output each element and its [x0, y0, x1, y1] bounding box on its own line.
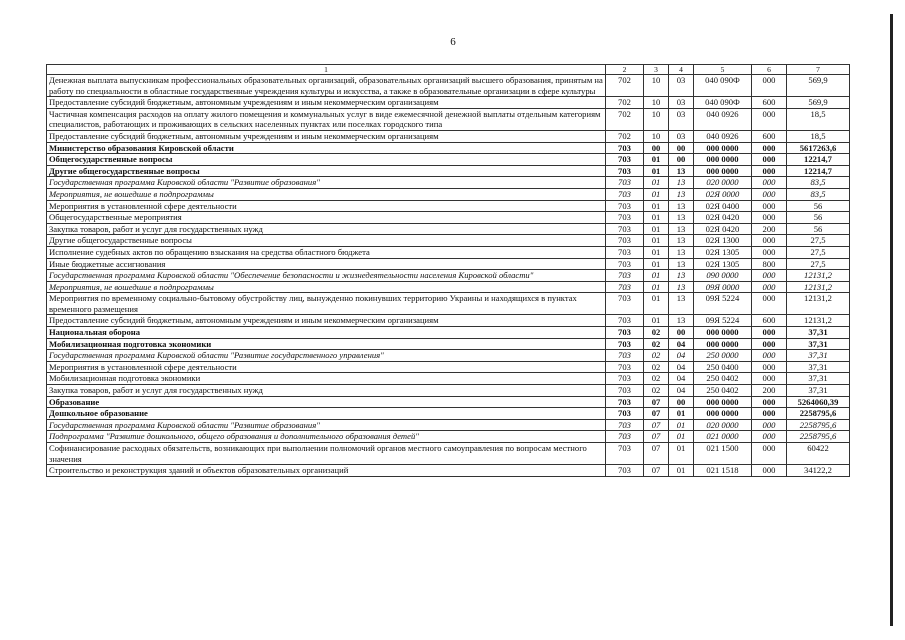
table-row: [47, 338, 850, 350]
expense-type-cell: 000: [752, 431, 787, 443]
row-name-cell: Министерство образования Кировской области: [47, 142, 606, 154]
table-row: [47, 223, 850, 235]
amount-cell: 12131,2: [787, 281, 850, 293]
subsection-cell: 03: [669, 97, 694, 109]
subsection-cell: 04: [669, 338, 694, 350]
row-name-cell: Мероприятия в установленной сфере деятельности: [47, 361, 606, 373]
table-row: [47, 200, 850, 212]
subsection-cell: 13: [669, 270, 694, 282]
row-name-cell: Предоставление субсидий бюджетным, автономным учреждениям и иным некоммерческим организациям: [47, 97, 606, 109]
expense-type-cell: 200: [752, 223, 787, 235]
row-name-cell: Общегосударственные мероприятия: [47, 212, 606, 224]
amount-cell: 37,31: [787, 385, 850, 397]
admin-code-cell: 703: [606, 258, 644, 270]
subsection-cell: 01: [669, 408, 694, 420]
amount-cell: 34122,2: [787, 465, 850, 477]
expense-type-cell: 000: [752, 465, 787, 477]
target-article-cell: 02Я 0420: [694, 223, 752, 235]
amount-cell: 56: [787, 212, 850, 224]
section-cell: 10: [644, 75, 669, 97]
expense-type-cell: 000: [752, 396, 787, 408]
section-cell: 01: [644, 212, 669, 224]
amount-cell: 12214,7: [787, 154, 850, 166]
section-cell: 01: [644, 177, 669, 189]
amount-cell: 18,5: [787, 130, 850, 142]
target-article-cell: 02Я 0000: [694, 188, 752, 200]
table-row: [47, 431, 850, 443]
section-cell: 07: [644, 443, 669, 465]
table-row: [47, 293, 850, 315]
admin-code-cell: 703: [606, 373, 644, 385]
table-row: [47, 75, 850, 97]
section-cell: 01: [644, 246, 669, 258]
table-row: [47, 361, 850, 373]
subsection-cell: 13: [669, 188, 694, 200]
admin-code-cell: 703: [606, 188, 644, 200]
section-cell: 02: [644, 350, 669, 362]
subsection-cell: 01: [669, 431, 694, 443]
expense-type-cell: 000: [752, 200, 787, 212]
subsection-cell: 04: [669, 373, 694, 385]
row-name-cell: Мероприятия, не вошедшие в подпрограммы: [47, 188, 606, 200]
target-article-cell: 02Я 1305: [694, 258, 752, 270]
expense-type-cell: 600: [752, 130, 787, 142]
amount-cell: 27,5: [787, 258, 850, 270]
admin-code-cell: 702: [606, 75, 644, 97]
target-article-cell: 250 0400: [694, 361, 752, 373]
amount-cell: 37,31: [787, 350, 850, 362]
subsection-cell: 13: [669, 223, 694, 235]
target-article-cell: 250 0402: [694, 385, 752, 397]
section-cell: 07: [644, 465, 669, 477]
expense-type-cell: 800: [752, 258, 787, 270]
row-name-cell: Образование: [47, 396, 606, 408]
admin-code-cell: 703: [606, 165, 644, 177]
table-row: [47, 212, 850, 224]
admin-code-cell: 702: [606, 130, 644, 142]
amount-cell: 12131,2: [787, 293, 850, 315]
row-name-cell: Государственная программа Кировской области "Развитие образования": [47, 177, 606, 189]
target-article-cell: 090 0000: [694, 270, 752, 282]
amount-cell: 2258795,6: [787, 408, 850, 420]
expense-type-cell: 000: [752, 154, 787, 166]
table-row: [47, 177, 850, 189]
table-row: [47, 165, 850, 177]
section-cell: 01: [644, 200, 669, 212]
table-row: [47, 315, 850, 327]
expense-type-cell: 000: [752, 165, 787, 177]
section-cell: 01: [644, 223, 669, 235]
admin-code-cell: 703: [606, 177, 644, 189]
subsection-cell: 03: [669, 108, 694, 130]
amount-cell: 18,5: [787, 108, 850, 130]
admin-code-cell: 702: [606, 108, 644, 130]
admin-code-cell: 703: [606, 443, 644, 465]
subsection-cell: 01: [669, 465, 694, 477]
expense-type-cell: 000: [752, 281, 787, 293]
target-article-cell: 02Я 1305: [694, 246, 752, 258]
table-row: [47, 443, 850, 465]
section-cell: 01: [644, 293, 669, 315]
expense-type-cell: 000: [752, 270, 787, 282]
table-row: [47, 188, 850, 200]
target-article-cell: 02Я 0420: [694, 212, 752, 224]
expense-type-cell: 000: [752, 408, 787, 420]
amount-cell: 56: [787, 223, 850, 235]
subsection-cell: 00: [669, 142, 694, 154]
admin-code-cell: 703: [606, 419, 644, 431]
table-header-row: [47, 65, 850, 75]
amount-cell: 5264060,39: [787, 396, 850, 408]
section-cell: 10: [644, 108, 669, 130]
subsection-cell: 04: [669, 350, 694, 362]
admin-code-cell: 703: [606, 431, 644, 443]
section-cell: 01: [644, 188, 669, 200]
header-cell: 7: [787, 65, 850, 75]
section-cell: 10: [644, 130, 669, 142]
expense-type-cell: 000: [752, 419, 787, 431]
expense-type-cell: 000: [752, 293, 787, 315]
row-name-cell: Предоставление субсидий бюджетным, автономным учреждениям и иным некоммерческим организациям: [47, 315, 606, 327]
header-cell: 1: [47, 65, 606, 75]
header-cell: 4: [669, 65, 694, 75]
section-cell: 02: [644, 327, 669, 339]
subsection-cell: 13: [669, 165, 694, 177]
amount-cell: 37,31: [787, 373, 850, 385]
amount-cell: 569,9: [787, 75, 850, 97]
table-row: [47, 419, 850, 431]
subsection-cell: 13: [669, 200, 694, 212]
page-number: 6: [450, 36, 456, 48]
section-cell: 01: [644, 258, 669, 270]
table-row: [47, 373, 850, 385]
table-row: [47, 108, 850, 130]
target-article-cell: 021 0000: [694, 431, 752, 443]
subsection-cell: 03: [669, 75, 694, 97]
section-cell: 02: [644, 338, 669, 350]
row-name-cell: Государственная программа Кировской области "Обеспечение безопасности и жизнедеятельности населения Кировской области": [47, 270, 606, 282]
admin-code-cell: 703: [606, 281, 644, 293]
amount-cell: 37,31: [787, 338, 850, 350]
section-cell: 07: [644, 419, 669, 431]
target-article-cell: 02Я 1300: [694, 235, 752, 247]
expense-type-cell: 000: [752, 373, 787, 385]
section-cell: 02: [644, 385, 669, 397]
subsection-cell: 01: [669, 419, 694, 431]
expense-type-cell: 000: [752, 108, 787, 130]
admin-code-cell: 703: [606, 327, 644, 339]
section-cell: 07: [644, 396, 669, 408]
expense-type-cell: 000: [752, 350, 787, 362]
section-cell: 07: [644, 408, 669, 420]
expense-type-cell: 000: [752, 235, 787, 247]
section-cell: 01: [644, 270, 669, 282]
subsection-cell: 00: [669, 327, 694, 339]
expense-type-cell: 000: [752, 246, 787, 258]
target-article-cell: 000 0000: [694, 165, 752, 177]
expense-type-cell: 600: [752, 97, 787, 109]
row-name-cell: Другие общегосударственные вопросы: [47, 235, 606, 247]
amount-cell: 37,31: [787, 361, 850, 373]
target-article-cell: 040 0926: [694, 108, 752, 130]
section-cell: 01: [644, 235, 669, 247]
table-row: [47, 97, 850, 109]
expense-type-cell: 200: [752, 385, 787, 397]
row-name-cell: Мероприятия, не вошедшие в подпрограммы: [47, 281, 606, 293]
table-row: [47, 327, 850, 339]
target-article-cell: 040 090Ф: [694, 75, 752, 97]
subsection-cell: 13: [669, 293, 694, 315]
table-row: [47, 258, 850, 270]
admin-code-cell: 703: [606, 223, 644, 235]
subsection-cell: 13: [669, 315, 694, 327]
amount-cell: 83,5: [787, 188, 850, 200]
table-row: [47, 154, 850, 166]
row-name-cell: Денежная выплата выпускникам профессиональных образовательных организаций, образовательных организаций высшего образования, принятым на работу по специальности в областные государственные учреждения культуры и искусства, а также в образовательные организации в сфере культуры: [47, 75, 606, 97]
expense-type-cell: 000: [752, 443, 787, 465]
row-name-cell: Частичная компенсация расходов на оплату жилого помещения и коммунальных услуг в виде ежемесячной денежной выплаты отдельным категориям специалистов, работающих и проживающих в сельских населенных пунктах или поселках городского типа: [47, 108, 606, 130]
section-cell: 02: [644, 361, 669, 373]
section-cell: 07: [644, 431, 669, 443]
table-row: [47, 350, 850, 362]
section-cell: 01: [644, 315, 669, 327]
header-cell: 3: [644, 65, 669, 75]
admin-code-cell: 703: [606, 350, 644, 362]
subsection-cell: 13: [669, 177, 694, 189]
table-row: [47, 385, 850, 397]
amount-cell: 5617263,6: [787, 142, 850, 154]
amount-cell: 12131,2: [787, 270, 850, 282]
section-cell: 00: [644, 142, 669, 154]
target-article-cell: 020 0000: [694, 177, 752, 189]
target-article-cell: 040 0926: [694, 130, 752, 142]
subsection-cell: 13: [669, 246, 694, 258]
expense-type-cell: 000: [752, 75, 787, 97]
subsection-cell: 13: [669, 258, 694, 270]
row-name-cell: Мероприятия по временному социально-бытовому обустройству лиц, вынужденно покинувших территорию Украины и находящихся в пунктах временного размещения: [47, 293, 606, 315]
target-article-cell: 09Я 0000: [694, 281, 752, 293]
section-cell: 01: [644, 165, 669, 177]
target-article-cell: 000 0000: [694, 327, 752, 339]
header-cell: 5: [694, 65, 752, 75]
amount-cell: 2258795,6: [787, 419, 850, 431]
admin-code-cell: 703: [606, 396, 644, 408]
target-article-cell: 000 0000: [694, 154, 752, 166]
row-name-cell: Дошкольное образование: [47, 408, 606, 420]
admin-code-cell: 703: [606, 246, 644, 258]
row-name-cell: Иные бюджетные ассигнования: [47, 258, 606, 270]
subsection-cell: 04: [669, 385, 694, 397]
section-cell: 01: [644, 281, 669, 293]
budget-table: [46, 64, 850, 477]
row-name-cell: Другие общегосударственные вопросы: [47, 165, 606, 177]
table-row: [47, 142, 850, 154]
amount-cell: 27,5: [787, 246, 850, 258]
row-name-cell: Исполнение судебных актов по обращению взыскания на средства областного бюджета: [47, 246, 606, 258]
admin-code-cell: 703: [606, 293, 644, 315]
table-row: [47, 465, 850, 477]
row-name-cell: Закупка товаров, работ и услуг для государственных нужд: [47, 223, 606, 235]
admin-code-cell: 703: [606, 212, 644, 224]
target-article-cell: 020 0000: [694, 419, 752, 431]
row-name-cell: Мероприятия в установленной сфере деятельности: [47, 200, 606, 212]
amount-cell: 2258795,6: [787, 431, 850, 443]
table-row: [47, 396, 850, 408]
expense-type-cell: 000: [752, 212, 787, 224]
subsection-cell: 13: [669, 235, 694, 247]
table-row: [47, 130, 850, 142]
expense-type-cell: 000: [752, 188, 787, 200]
table-row: [47, 246, 850, 258]
admin-code-cell: 703: [606, 338, 644, 350]
row-name-cell: Общегосударственные вопросы: [47, 154, 606, 166]
target-article-cell: 250 0000: [694, 350, 752, 362]
table-row: [47, 408, 850, 420]
row-name-cell: Подпрограмма "Развитие дошкольного, общего образования и дополнительного образования детей": [47, 431, 606, 443]
section-cell: 01: [644, 154, 669, 166]
target-article-cell: 021 1518: [694, 465, 752, 477]
expense-type-cell: 000: [752, 327, 787, 339]
subsection-cell: 13: [669, 212, 694, 224]
amount-cell: 83,5: [787, 177, 850, 189]
subsection-cell: 04: [669, 361, 694, 373]
table-row: [47, 281, 850, 293]
row-name-cell: Закупка товаров, работ и услуг для государственных нужд: [47, 385, 606, 397]
admin-code-cell: 703: [606, 142, 644, 154]
header-cell: 2: [606, 65, 644, 75]
admin-code-cell: 703: [606, 235, 644, 247]
amount-cell: 569,9: [787, 97, 850, 109]
admin-code-cell: 703: [606, 465, 644, 477]
target-article-cell: 021 1500: [694, 443, 752, 465]
row-name-cell: Строительство и реконструкция зданий и объектов образовательных организаций: [47, 465, 606, 477]
header-cell: 6: [752, 65, 787, 75]
target-article-cell: 000 0000: [694, 408, 752, 420]
admin-code-cell: 703: [606, 154, 644, 166]
row-name-cell: Государственная программа Кировской области "Развитие государственного управления": [47, 350, 606, 362]
admin-code-cell: 703: [606, 385, 644, 397]
expense-type-cell: 600: [752, 315, 787, 327]
target-article-cell: 000 0000: [694, 396, 752, 408]
subsection-cell: 01: [669, 443, 694, 465]
target-article-cell: 250 0402: [694, 373, 752, 385]
expense-type-cell: 000: [752, 177, 787, 189]
amount-cell: 37,31: [787, 327, 850, 339]
table-row: [47, 235, 850, 247]
amount-cell: 12131,2: [787, 315, 850, 327]
target-article-cell: 000 0000: [694, 338, 752, 350]
admin-code-cell: 703: [606, 361, 644, 373]
target-article-cell: 09Я 5224: [694, 293, 752, 315]
expense-type-cell: 000: [752, 338, 787, 350]
target-article-cell: 040 090Ф: [694, 97, 752, 109]
amount-cell: 27,5: [787, 235, 850, 247]
admin-code-cell: 703: [606, 315, 644, 327]
section-cell: 02: [644, 373, 669, 385]
expense-type-cell: 000: [752, 361, 787, 373]
row-name-cell: Софинансирование расходных обязательств, возникающих при выполнении полномочий органов местного самоуправления по вопросам местного значения: [47, 443, 606, 465]
row-name-cell: Мобилизационная подготовка экономики: [47, 338, 606, 350]
admin-code-cell: 703: [606, 270, 644, 282]
admin-code-cell: 702: [606, 97, 644, 109]
subsection-cell: 00: [669, 154, 694, 166]
subsection-cell: 00: [669, 396, 694, 408]
amount-cell: 12214,7: [787, 165, 850, 177]
subsection-cell: 03: [669, 130, 694, 142]
table-row: [47, 270, 850, 282]
target-article-cell: 02Я 0400: [694, 200, 752, 212]
row-name-cell: Мобилизационная подготовка экономики: [47, 373, 606, 385]
amount-cell: 60422: [787, 443, 850, 465]
section-cell: 10: [644, 97, 669, 109]
amount-cell: 56: [787, 200, 850, 212]
row-name-cell: Предоставление субсидий бюджетным, автономным учреждениям и иным некоммерческим организациям: [47, 130, 606, 142]
admin-code-cell: 703: [606, 200, 644, 212]
subsection-cell: 13: [669, 281, 694, 293]
expense-type-cell: 000: [752, 142, 787, 154]
row-name-cell: Национальная оборона: [47, 327, 606, 339]
target-article-cell: 09Я 5224: [694, 315, 752, 327]
page-edge-rule: [890, 14, 893, 626]
admin-code-cell: 703: [606, 408, 644, 420]
target-article-cell: 000 0000: [694, 142, 752, 154]
row-name-cell: Государственная программа Кировской области "Развитие образования": [47, 419, 606, 431]
